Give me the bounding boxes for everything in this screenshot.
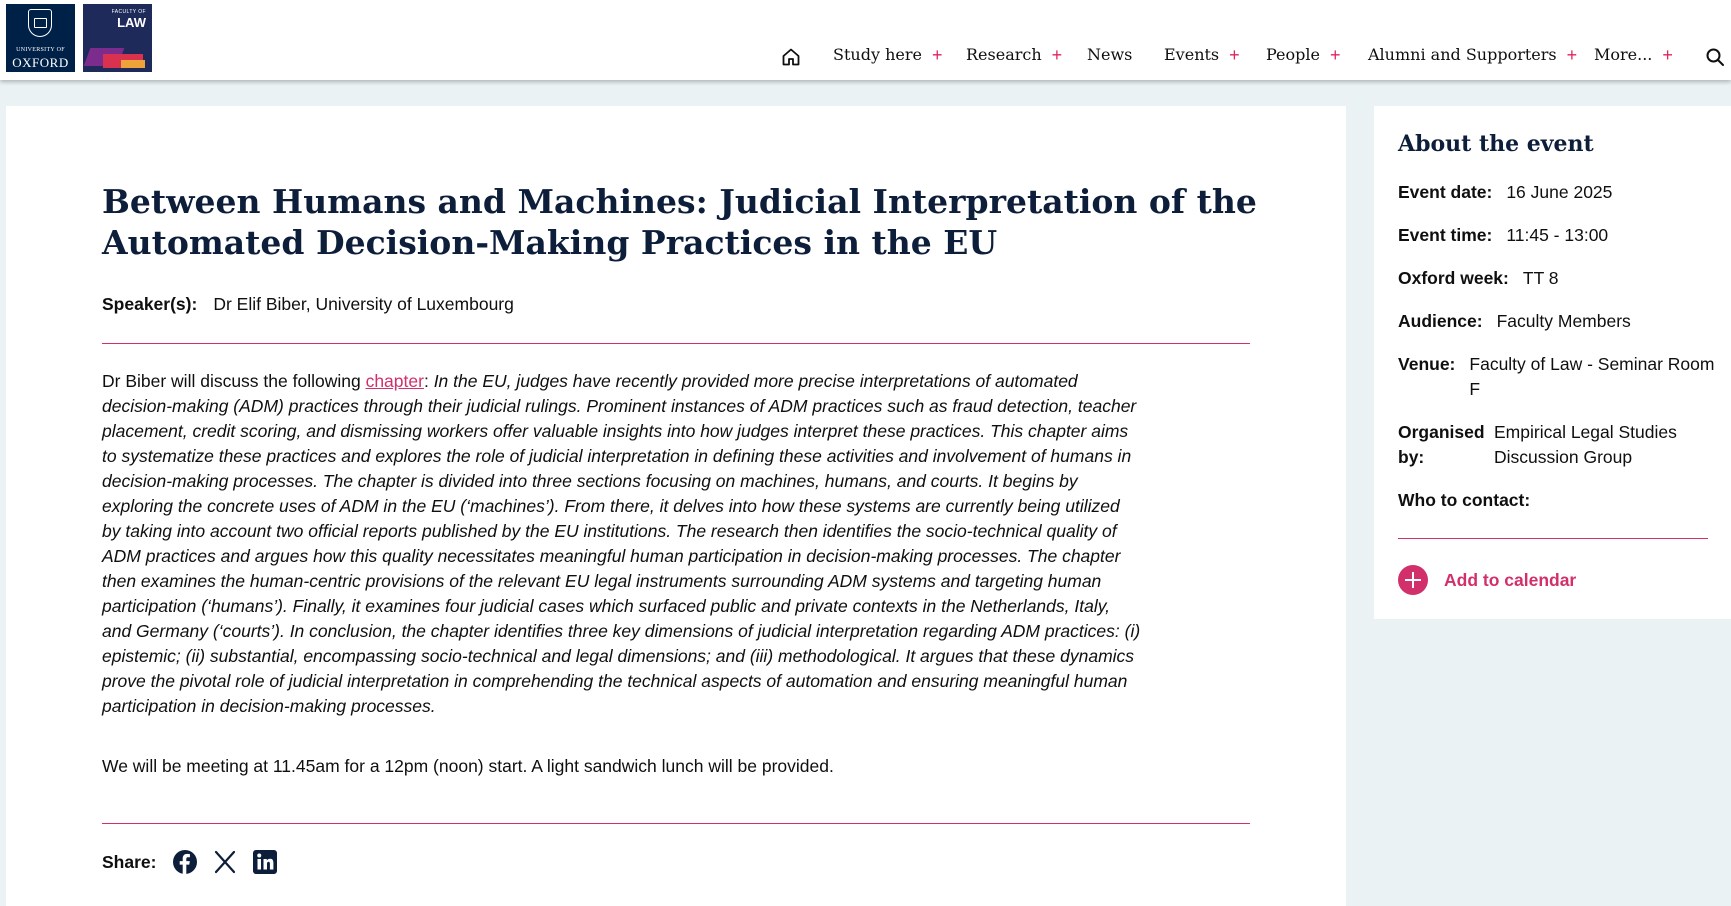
expand-plus-icon[interactable]: +	[1329, 44, 1341, 65]
expand-plus-icon[interactable]: +	[931, 44, 943, 65]
logo-line-1: UNIVERSITY OF	[16, 47, 65, 53]
speaker-value: Dr Elif Biber, University of Luxembourg	[213, 294, 514, 314]
event-content-card	[6, 106, 1346, 906]
expand-plus-icon[interactable]: +	[1229, 44, 1240, 65]
description-colon: :	[423, 371, 434, 391]
meta-label: Event time:	[1398, 225, 1493, 245]
expand-plus-icon[interactable]: +	[1566, 44, 1578, 65]
nav-item-research[interactable]	[966, 45, 1062, 64]
add-to-calendar-label: Add to calendar	[1444, 569, 1577, 590]
share-label: Share:	[102, 851, 157, 872]
meta-event-time	[1398, 223, 1716, 248]
x-icon[interactable]	[212, 849, 238, 875]
meta-label: Event date:	[1398, 182, 1493, 202]
expand-plus-icon[interactable]: +	[1662, 44, 1673, 65]
share-bar	[102, 849, 278, 875]
divider	[102, 343, 1250, 344]
meta-audience	[1398, 309, 1716, 334]
sidebar-title: About the event	[1398, 131, 1594, 157]
nav-item-alumni-and-supporters[interactable]	[1368, 45, 1577, 64]
description-intro: Dr Biber will discuss the following	[102, 371, 366, 391]
nav-item-label: Research	[966, 45, 1042, 64]
meta-label: Venue:	[1398, 354, 1456, 374]
meta-organised-by	[1398, 420, 1716, 470]
oxford-university-logo[interactable]	[6, 4, 75, 72]
meta-value: TT 8	[1522, 268, 1559, 288]
chapter-link[interactable]: chapter	[365, 371, 424, 391]
nav-item-people[interactable]	[1266, 45, 1341, 64]
expand-plus-icon[interactable]: +	[1051, 44, 1063, 65]
meta-label: Audience:	[1398, 311, 1483, 331]
nav-item-label: People	[1266, 45, 1320, 64]
logo-line-2: OXFORD	[12, 55, 69, 70]
meta-event-date	[1398, 180, 1716, 205]
speaker-label: Speaker(s):	[102, 294, 198, 314]
meta-label: Organised by:	[1398, 422, 1485, 467]
meta-venue	[1398, 352, 1716, 402]
description-abstract: In the EU, judges have recently provided more precise interpretations of automated decision-making (ADM) practices through their judicial rulings. Prominent instances of ADM practices such as fraud detection, teacher placement, credit scoring, and dismissing workers offer valuable insights into how judges interpret these practices. This chapter aims to systematize these practices and explores the role of judicial interpretation in defining these activities and involvement of humans in decision-making processes. The chapter is divided into three sections focusing on machines, humans, and courts. It begins by exploring the concrete uses of ADM in the EU (‘machines’). From there, it delves into how these systems are currently being utilized by taking into account two official reports published by the EU institutions. The research then identifies the socio-technical quality of ADM practices and argues how this quality necessitates meaningful human participation in decision-making processes. The chapter then examines the human-centric provisions of the relevant EU legal instruments surrounding ADM systems and targeting human participation (‘humans’). Finally, it examines four judicial cases which surfaced public and private contexts in the Netherlands, Italy, and Germany (‘courts’). In conclusion, the chapter identifies three key dimensions of judicial interpretation regarding ADM practices: (i) epistemic; (ii) substantial, encompassing socio-technical and legal dimensions; and (iii) methodological. It argues that these dynamics prove the pivotal role of judicial interpretation in comprehending the technical aspects of automation and ensuring meaningful human participation in decision-making processes.	[102, 371, 1141, 716]
facebook-icon[interactable]	[172, 849, 198, 875]
add-to-calendar-button[interactable]	[1398, 565, 1576, 595]
home-icon[interactable]	[781, 47, 801, 67]
event-description	[102, 369, 1142, 719]
linkedin-icon[interactable]	[252, 849, 278, 875]
nav-item-label: Events	[1164, 45, 1220, 64]
search-icon[interactable]	[1705, 47, 1725, 67]
nav-item-study-here[interactable]	[833, 45, 942, 64]
site-header	[0, 0, 1731, 80]
meta-value: Faculty of Law - Seminar Room F	[1469, 354, 1715, 399]
page-title: Between Humans and Machines: Judicial Interpretation of the Automated Decision-Making Practices in the EU	[102, 182, 1257, 262]
meta-label: Oxford week:	[1398, 268, 1509, 288]
meta-value: 16 June 2025	[1506, 182, 1613, 202]
nav-item-news[interactable]	[1087, 45, 1132, 64]
nav-item-events[interactable]	[1164, 45, 1240, 64]
logo-line-1: FACULTY OF	[111, 9, 146, 15]
speaker-row	[102, 294, 514, 315]
oxford-crest-icon	[28, 9, 52, 37]
meta-value: 11:45 - 13:00	[1506, 225, 1609, 245]
meta-who-to-contact	[1398, 488, 1716, 513]
plus-circle-icon	[1398, 565, 1428, 595]
about-event-sidebar	[1374, 106, 1731, 619]
divider	[102, 823, 1250, 824]
nav-item-label: News	[1087, 45, 1133, 64]
logo-art-shape	[121, 60, 145, 68]
meta-oxford-week	[1398, 266, 1716, 291]
meta-value: Faculty Members	[1496, 311, 1631, 331]
logo-line-2: LAW	[117, 15, 146, 30]
faculty-of-law-logo[interactable]	[83, 4, 152, 72]
nav-item-label: More...	[1594, 45, 1653, 64]
meta-value: Empirical Legal Studies Discussion Group	[1494, 422, 1677, 467]
nav-item-label: Study here	[833, 45, 922, 64]
meeting-note: We will be meeting at 11.45am for a 12pm (noon) start. A light sandwich lunch will be provided.	[102, 756, 834, 776]
divider	[1398, 538, 1708, 539]
nav-item-label: Alumni and Supporters	[1368, 45, 1557, 64]
meta-label: Who to contact:	[1398, 490, 1531, 510]
nav-item-more[interactable]	[1594, 45, 1673, 64]
